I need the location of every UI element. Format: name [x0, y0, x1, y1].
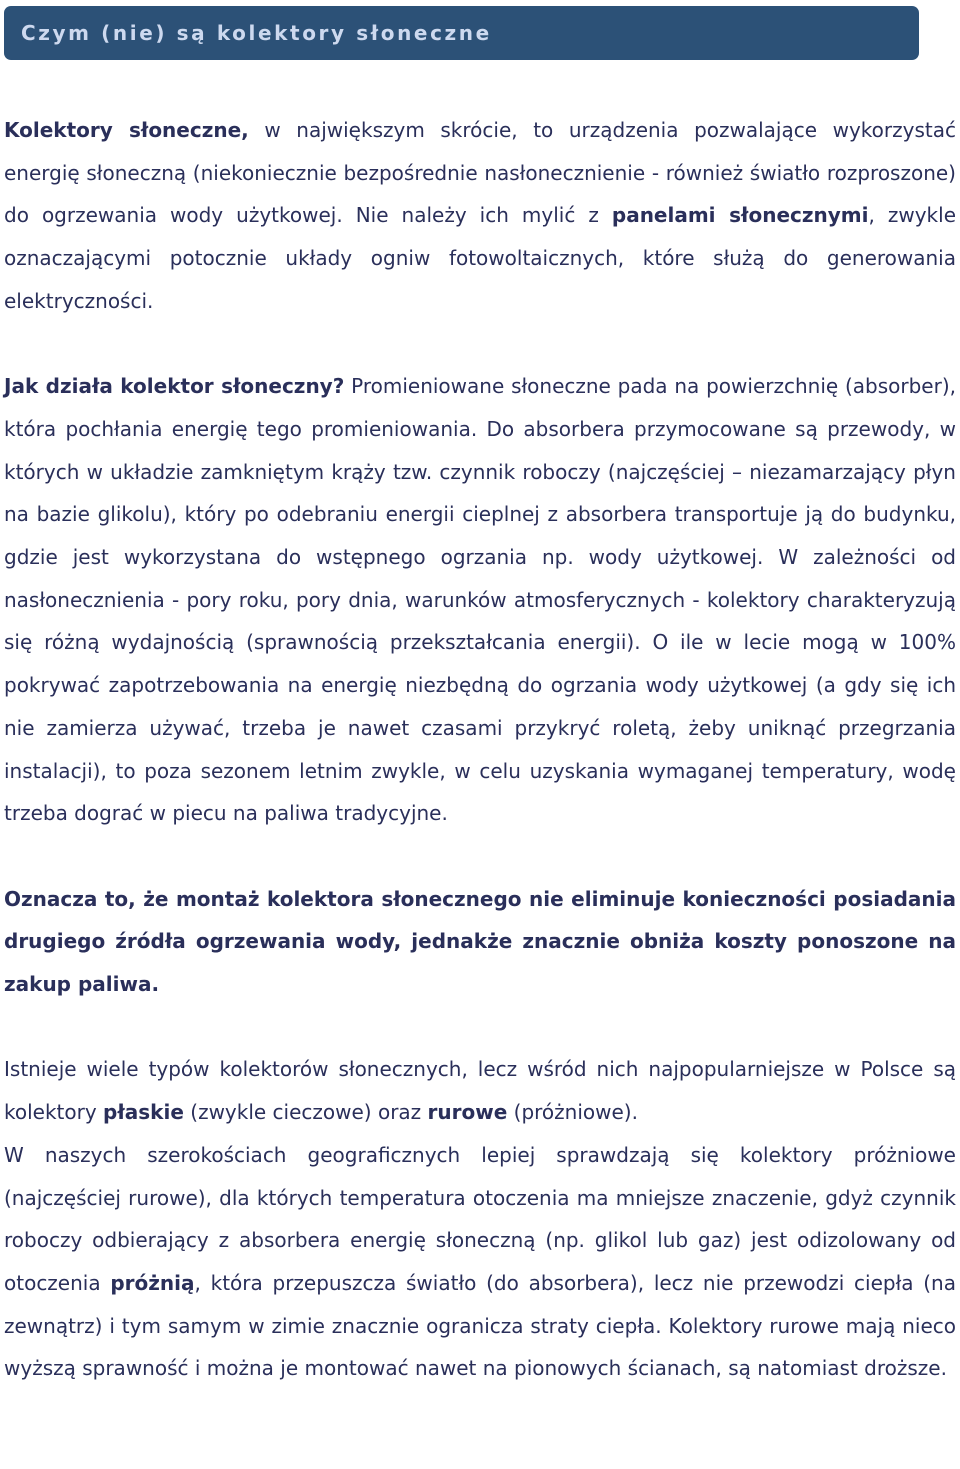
- paragraph-conclusion: [4, 878, 956, 1006]
- bold-question: Jak działa kolektor słoneczny?: [4, 374, 345, 399]
- document-body: [4, 109, 956, 1390]
- bold-term: próżnią: [110, 1270, 195, 1295]
- paragraph-how-it-works: [4, 365, 956, 835]
- paragraph-text: , która przepuszcza światło (do absorbera), lecz nie przewodzi ciepła (na zewnątrz) i tym samym w zimie znacznie ogranicza straty ciepła. Kolektory rurowe mają nieco wyższą sprawność i można je montować nawet na pionowych ścianach, są natomiast droższe.: [4, 1270, 956, 1381]
- bold-term: płaskie: [103, 1100, 184, 1125]
- paragraph-text: W naszych szerokościach geograficznych lepiej sprawdzają się kolektory próżniowe (najczęściej rurowe), dla których temperatura otoczenia ma mniejsze znaczenie, gdyż czynnik roboczy odbierający z absorbera energię słoneczną (np. glikol lub gaz) jest odizolowany od otoczenia: [4, 1142, 956, 1295]
- paragraph-definition: [4, 109, 956, 323]
- paragraph-text: , zwykle oznaczającymi potocznie układy ogniw fotowoltaicznych, które służą do generowania elektryczności.: [4, 203, 957, 313]
- bold-statement: Oznacza to, że montaż kolektora słonecznego nie eliminuje konieczności posiadania drugiego źródła ogrzewania wody, jednakże znacznie obniża koszty ponoszone na zakup paliwa.: [4, 886, 956, 997]
- paragraph-vacuum-collectors: [4, 1134, 956, 1390]
- paragraph-types: [4, 1048, 956, 1133]
- bold-term: rurowe: [427, 1100, 508, 1125]
- section-header: [4, 6, 919, 60]
- bold-term: panelami słonecznymi: [611, 203, 869, 228]
- paragraph-text: (próżniowe).: [507, 1100, 638, 1125]
- bold-term: Kolektory słoneczne,: [4, 118, 249, 142]
- paragraph-text: Istnieje wiele typów kolektorów słonecznych, lecz wśród nich najpopularniejsze w Polsce są kolektory: [4, 1057, 956, 1125]
- paragraph-text: Promieniowane słoneczne pada na powierzchnię (absorber), która pochłania energię tego promieniowania. Do absorbera przymocowane są przewody, w których w układzie zamkniętym krąży tzw. czynnik roboczy (najczęściej – niezamarzający płyn na bazie glikolu), który po odebraniu energii cieplnej z absorbera transportuje ją do budynku, gdzie jest wykorzystana do wstępnego ogrzania np. wody użytkowej. W zależności od nasłonecznienia - pory roku, pory dnia, warunków atmosferycznych - kolektory charakteryzują się różną wydajnością (sprawnością przekształcania energii). O ile w lecie mogą w 100% pokrywać zapotrzebowania na energię niezbędną do ogrzania wody użytkowej (a gdy się ich nie zamierza używać, trzeba je nawet czasami przykryć roletą, żeby uniknąć przegrzania instalacji), to poza sezonem letnim zwykle, w celu uzyskania wymaganej temperatury, wodę trzeba dograć w piecu na paliwa tradycyjne.: [4, 374, 956, 826]
- paragraph-text: (zwykle cieczowe) oraz: [183, 1100, 428, 1125]
- section-title: Czym (nie) są kolektory słoneczne: [21, 21, 492, 45]
- paragraph-text: w największym skrócie, to urządzenia pozwalające wykorzystać energię słoneczną (niekoniecznie bezpośrednie nasłonecznienie - również światło rozproszone) do ogrzewania wody użytkowej. Nie należy ich mylić z: [4, 118, 956, 228]
